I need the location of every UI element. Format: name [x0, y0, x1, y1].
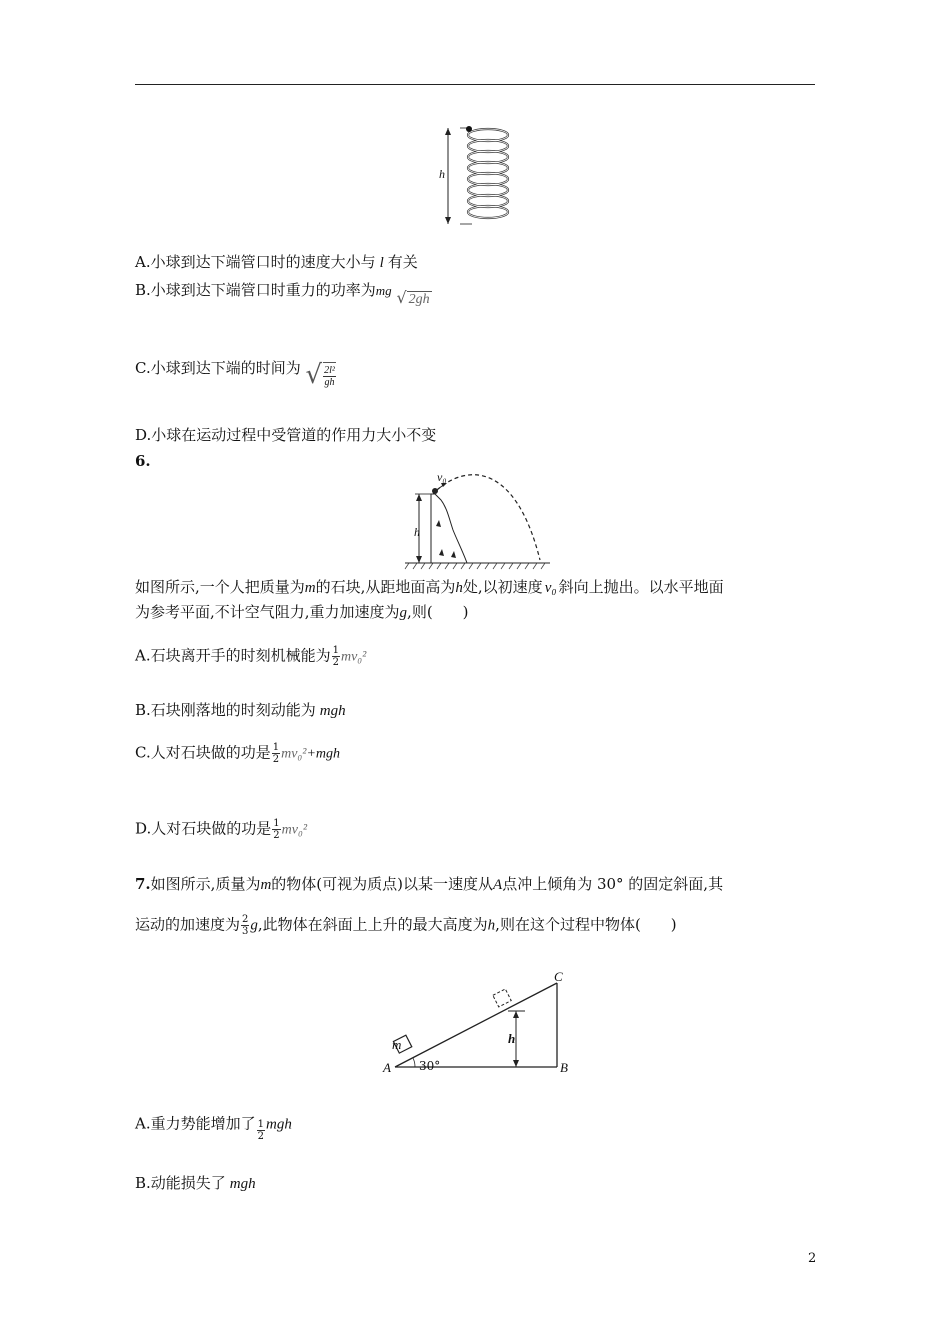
incline-h-label: h [508, 1031, 516, 1046]
incline-C-label: C [554, 969, 563, 984]
q6-option-d: D.人对石块做的功是 $\frac{1}{2}$ mv₀² [135, 818, 308, 841]
q6-number: 6. [135, 452, 151, 470]
incline-figure [380, 965, 580, 1080]
incline-A-label: A [383, 1060, 391, 1075]
incline-angle-label: 30° [419, 1059, 441, 1073]
projectile-v0-label: v₀ [437, 470, 447, 484]
q6-option-c: C.人对石块做的功是 $\frac{1}{2}$ mv₀²+mgh [135, 742, 341, 765]
q5-option-b: B.小球到达下端管口时重力的功率为mg √ 2gh [135, 281, 430, 307]
coil-tube-figure [430, 120, 530, 230]
header-rule [135, 84, 815, 85]
q5-option-d: D.小球在运动过程中受管道的作用力大小不变 [135, 426, 437, 444]
q6-stem-line1: 如图所示,一个人把质量为m的石块,从距地面高为h处,以初速度 v₀ 斜向上抛出。以水平地面 [135, 578, 724, 596]
page-number: 2 [808, 1251, 817, 1266]
q6-option-a: A.石块离开手的时刻机械能为 $\frac{1}{2}$ mv₀² [135, 645, 367, 668]
projectile-h-label: h [414, 525, 420, 539]
q6-stem-line2: 为参考平面,不计空气阻力,重力加速度为g,则( ) [135, 603, 469, 621]
q6-option-b: B.石块刚落地的时刻动能为 mgh [135, 701, 346, 719]
q5-option-c: C.小球到达下端的时间为 √ $\frac{\text{2l²}}{gh}$ [135, 359, 335, 390]
projectile-figure [405, 470, 555, 570]
q7-stem-line1: 7.如图所示,质量为m的物体(可视为质点)以某一速度从A点冲上倾角为 30° 的固定斜面,其 [135, 875, 724, 893]
ball [466, 126, 472, 132]
q7-option-a: A.重力势能增加了 $\frac{1}{2}$ mgh [135, 1114, 292, 1142]
incline-B-label: B [560, 1060, 568, 1075]
coil-h-label: h [439, 167, 445, 181]
incline-m-label: m [392, 1037, 402, 1052]
q7-stem-line2: 运动的加速度为 $\frac{2}{3}$ g,此物体在斜面上上升的最大高度为h,则在这个过程中物体( ) [135, 914, 677, 937]
q7-option-b: B.动能损失了 mgh [135, 1174, 256, 1192]
q5-option-a: A.小球到达下端管口时的速度大小与 l 有关 [135, 253, 418, 271]
